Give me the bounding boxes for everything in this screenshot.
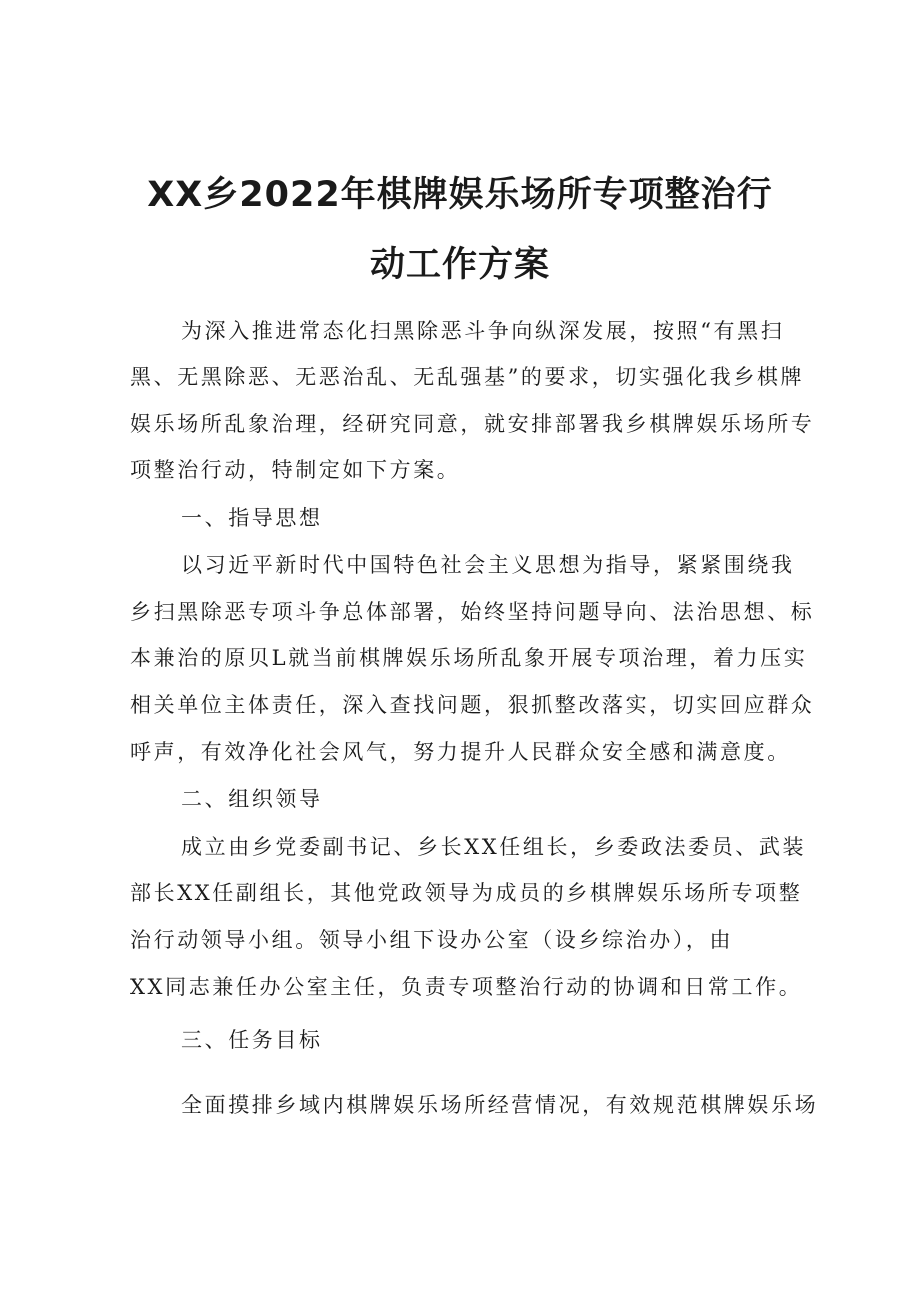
paragraph-objectives-line-1: 全面摸排乡域内棋牌娱乐场所经营情况，有效规范棋牌娱乐场	[181, 1093, 819, 1117]
paragraph-organization-line-4: XX同志兼任办公室主任，负责专项整治行动的协调和日常工作。	[130, 975, 803, 999]
paragraph-ideology-line-2: 乡扫黑除恶专项斗争总体部署，始终坚持问题导向、法治思想、标	[130, 600, 815, 624]
paragraph-organization-line-2: 部长XX任副组长，其他党政领导为成员的乡棋牌娱乐场所专项整	[130, 881, 803, 905]
section-heading-objectives: 三、任务目标	[181, 1028, 323, 1052]
paragraph-ideology-line-3: 本兼治的原贝L就当前棋牌娱乐场所乱象开展专项治理，着力压实	[130, 646, 808, 670]
paragraph-ideology-line-1: 以习近平新时代中国特色社会主义思想为指导，紧紧围绕我	[181, 553, 795, 577]
section-heading-guiding-ideology: 一、指导思想	[181, 506, 323, 530]
paragraph-intro-line-4: 项整治行动，特制定如下方案。	[130, 458, 461, 482]
title-line-2: 动工作方案	[369, 245, 550, 285]
title-line-1: XX乡2022年棋牌娱乐场所专项整治行	[147, 175, 773, 215]
paragraph-organization-line-1: 成立由乡党委副书记、乡长XX任组长，乡委政法委员、武装	[181, 835, 807, 859]
document-title	[130, 160, 790, 300]
section-heading-organization: 二、组织领导	[181, 787, 323, 811]
paragraph-organization-line-3: 治行动领导小组。领导小组下设办公室（设乡综治办），由	[130, 928, 734, 952]
paragraph-intro-line-1: 为深入推进常态化扫黑除恶斗争向纵深发展，按照“有黑扫	[181, 319, 785, 343]
paragraph-ideology-line-5: 呼声，有效净化社会风气，努力提升人民群众安全感和满意度。	[130, 740, 791, 764]
paragraph-intro-line-3: 娱乐场所乱象治理，经研究同意，就安排部署我乡棋牌娱乐场所专	[130, 412, 815, 436]
paragraph-intro-line-2: 黑、无黑除恶、无恶治乱、无乱强基”的要求，切实强化我乡棋牌	[130, 365, 805, 389]
paragraph-ideology-line-4: 相关单位主体责任，深入查找问题，狠抓整改落实，切实回应群众	[130, 693, 815, 717]
